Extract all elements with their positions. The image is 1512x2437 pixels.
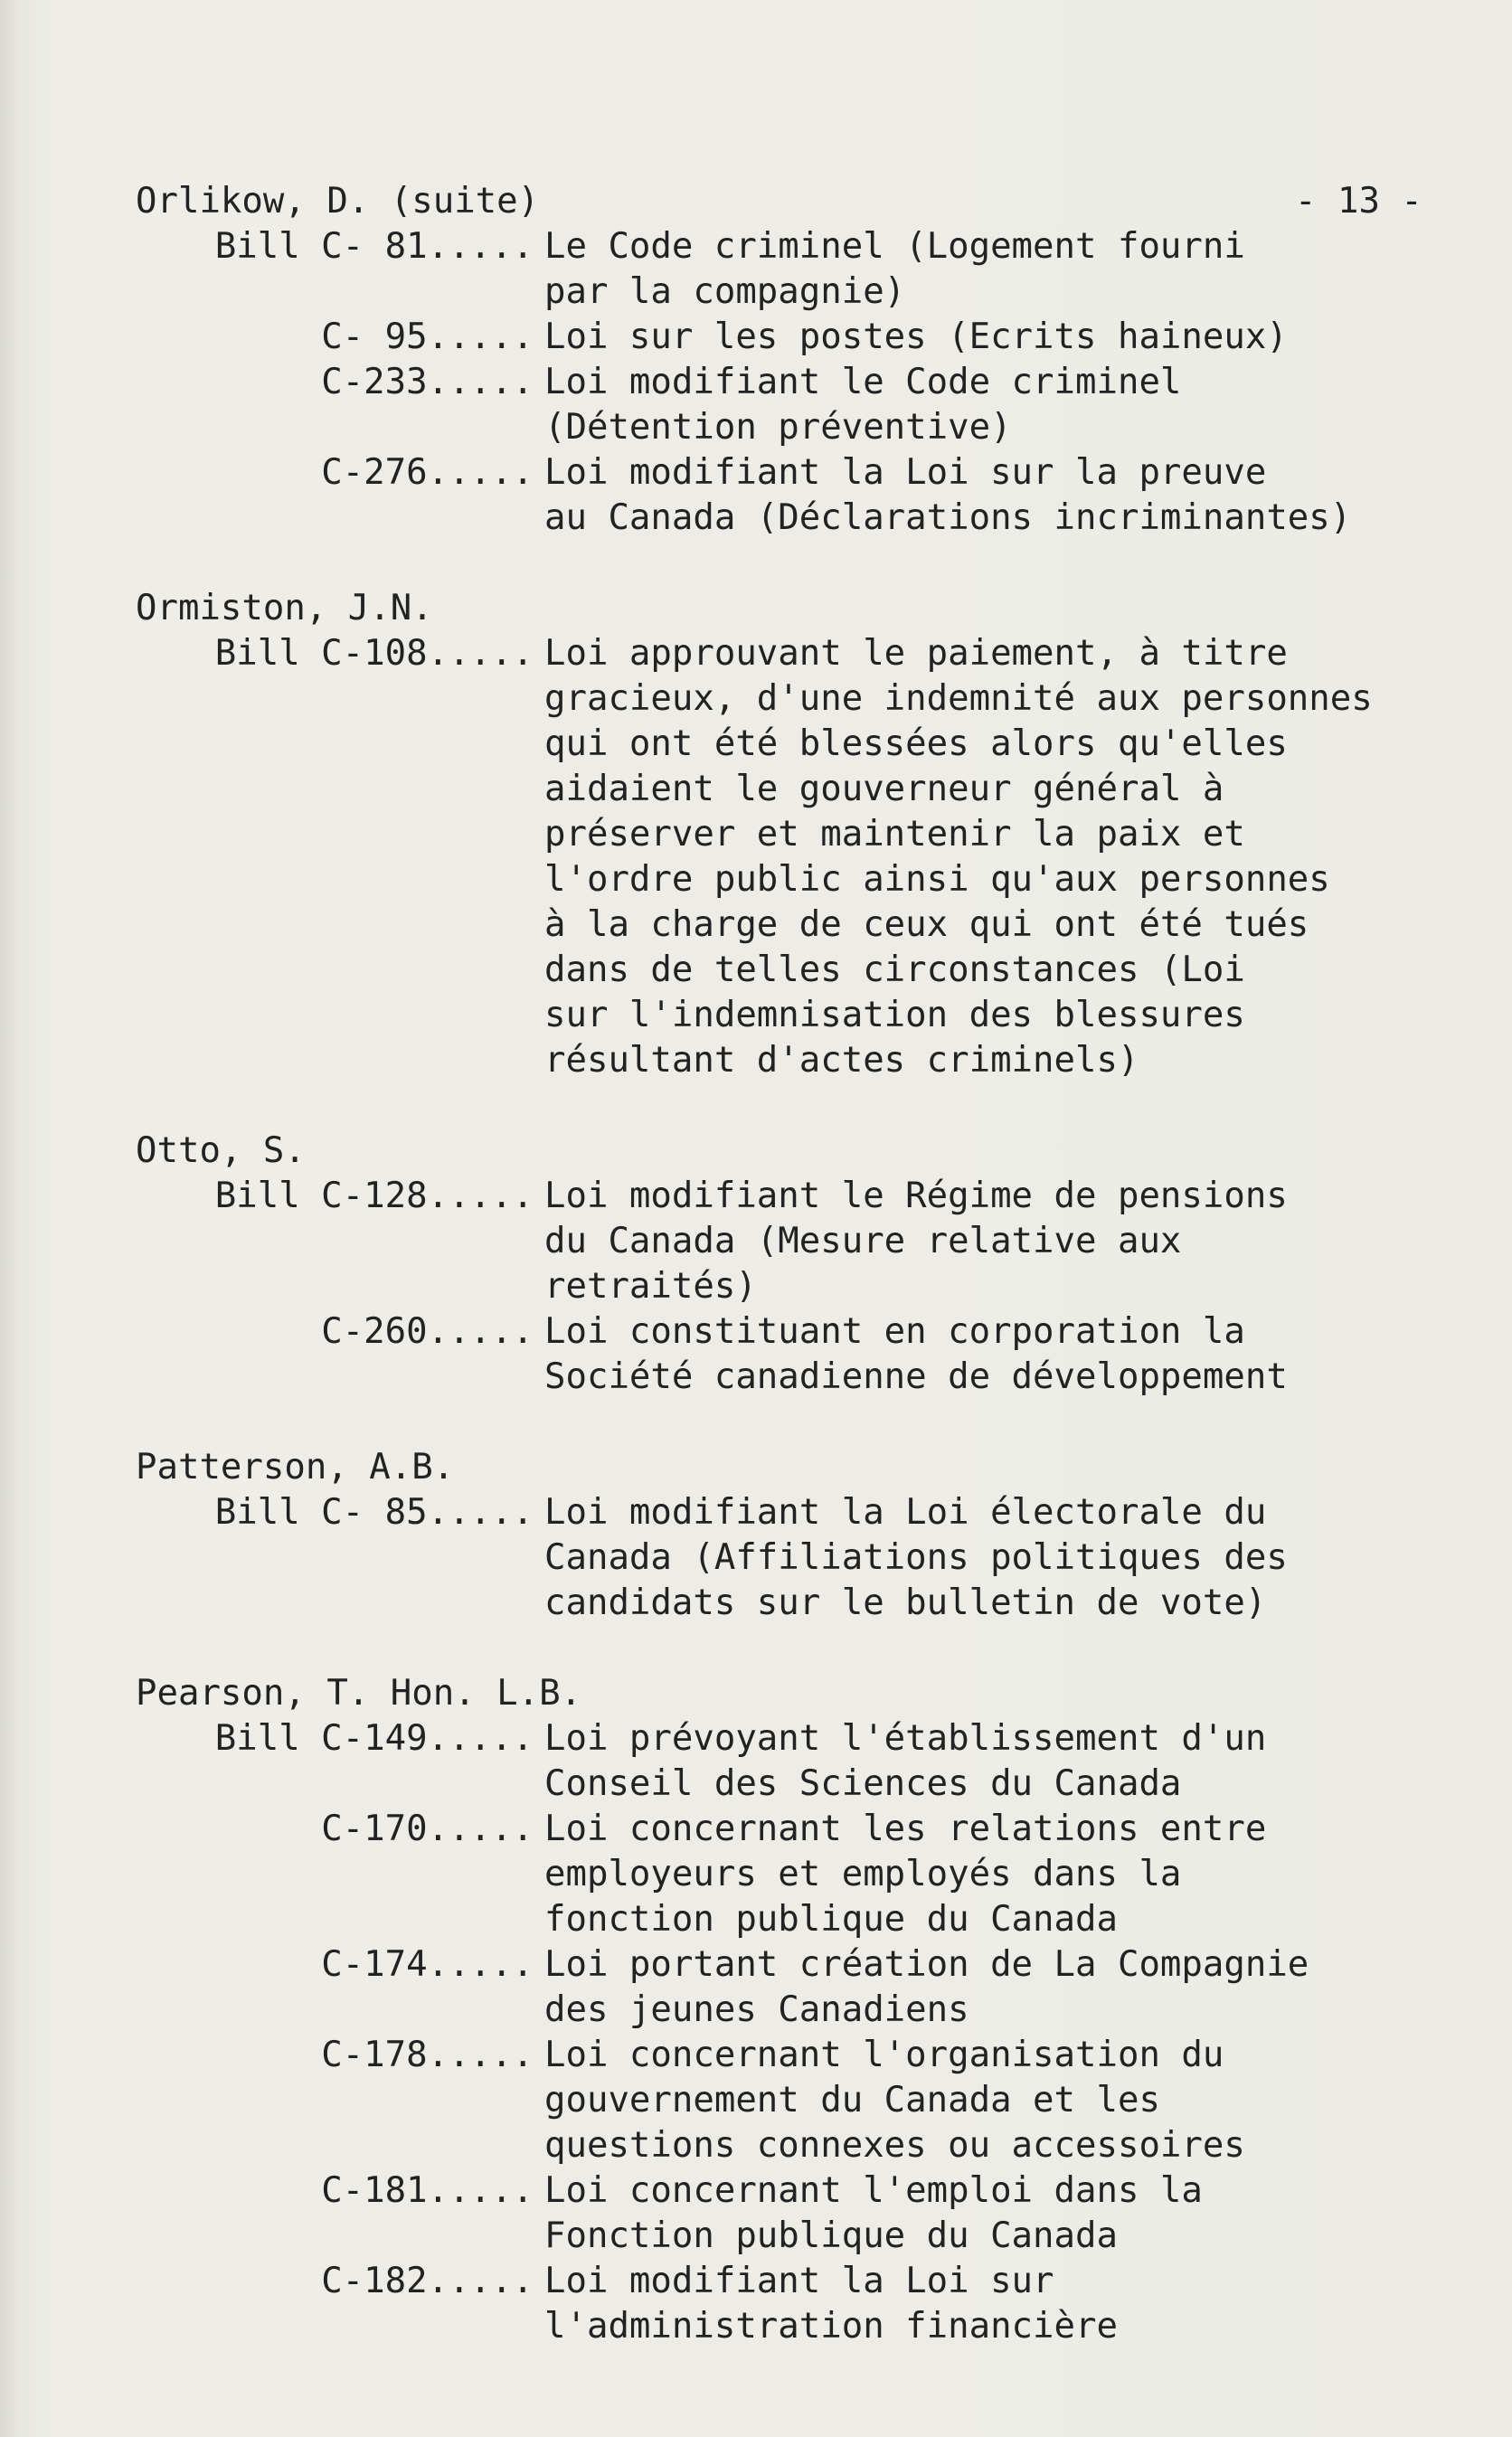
bill-number: Bill C-128 <box>214 1176 428 1216</box>
bill-title-line: gouvernement du Canada et les <box>544 2080 1160 2121</box>
bill-number: Bill C- 85 <box>214 1492 428 1533</box>
bill-number: C-260 <box>321 1311 428 1352</box>
bill-title-line: candidats sur le bulletin de vote) <box>544 1582 1267 1623</box>
bill-title-line: Société canadienne de développement <box>544 1356 1288 1397</box>
bill-number: C-170 <box>321 1809 428 1849</box>
bill-title-line: employeurs et employés dans la <box>544 1854 1182 1894</box>
bill-title-line: Loi approuvant le paiement, à titre <box>544 633 1288 674</box>
bill-number: C- 95 <box>321 316 428 357</box>
bill-title-line: questions connexes ou accessoires <box>544 2125 1245 2166</box>
page-number: - 13 - <box>1295 181 1422 222</box>
bill-title-line: du Canada (Mesure relative aux <box>544 1221 1182 1261</box>
member-name: Otto, S. <box>136 1130 306 1171</box>
bill-title-line: par la compagnie) <box>544 271 906 312</box>
document-page: - 13 - Orlikow, D. (suite) Bill C- 81..... Le Code criminel (Logement fourni par la compagnie) C- 95..... Loi sur les postes (Ecrits haineux) C-233..... Loi modifiant le Code criminel (Détention préventive) C-276..... Loi modifiant la Loi sur la preuve au Canada (Déclarations incriminantes) Ormiston, J.N. Bill C-108..... Loi approuvant le paiement, à titre gracieux, d'une indemnité aux personnes qui ont été blessées alors qu'elles aidaient le gouverneur général à préserver et maintenir la paix et l'ordre public ainsi qu'aux personnes à la charge de ceux qui ont été tués dans de telles circonstances (Loi sur l'indemnisation des blessures résultant d'actes criminels) Otto, S. Bill C-128..... Loi modifiant le Régime de pensions du Canada (Mesure relative aux retraités) C-260..... Loi constituant en corporation la Société canadienne de développement Patterson, A.B. Bill C- 85..... Loi modifiant la Loi électorale du Canada (Affiliations politiques des candidats sur le bulletin de vote) Pearson, T. Hon. L.B. Bill C-149..... Loi prévoyant l'établissement d'un Conseil des Sciences du Canada C-170..... Loi concernant les relations entre employeurs et employés dans la fonction publique du Canada C-174..... Loi portant création de La Compagnie des jeunes Canadiens C-178..... Loi concernant l'organisation du gouvernement du Canada et les questions connexes ou accessoires C-181..... Loi concernant l'emploi dans la Fonction publique du Canada C-182..... Loi modifiant la Loi sur l'administration financière <box>0 0 1512 2437</box>
bill-title-line: sur l'indemnisation des blessures <box>544 995 1245 1035</box>
bill-title-line: Loi modifiant la Loi électorale du <box>544 1492 1267 1533</box>
bill-title-line: au Canada (Déclarations incriminantes) <box>544 497 1352 538</box>
bill-number: C-181 <box>321 2170 428 2211</box>
bill-title-line: Loi prévoyant l'établissement d'un <box>544 1718 1267 1759</box>
bill-title-line: Loi modifiant la Loi sur la preuve <box>544 452 1267 493</box>
bill-number: Bill C-149 <box>214 1718 428 1759</box>
bill-title-line: Loi concernant l'emploi dans la <box>544 2170 1203 2211</box>
bill-number: C-276 <box>321 452 428 493</box>
bill-number: C-178 <box>321 2035 428 2075</box>
bill-title-line: à la charge de ceux qui ont été tués <box>544 904 1309 945</box>
bill-number: Bill C- 81 <box>214 226 428 267</box>
bill-title-line: Le Code criminel (Logement fourni <box>544 226 1245 267</box>
bill-title-line: Loi concernant les relations entre <box>544 1809 1267 1849</box>
bill-title-line: Loi modifiant le Code criminel <box>544 362 1182 402</box>
bill-title-line: Canada (Affiliations politiques des <box>544 1537 1288 1578</box>
bill-title-line: des jeunes Canadiens <box>544 1989 969 2030</box>
bill-title-line: gracieux, d'une indemnité aux personnes <box>544 678 1373 719</box>
member-name: Ormiston, J.N. <box>136 588 433 628</box>
bill-number: C-182 <box>321 2261 428 2301</box>
bill-title-line: Loi modifiant le Régime de pensions <box>544 1176 1288 1216</box>
bill-title-line: Fonction publique du Canada <box>544 2215 1118 2256</box>
bill-number: Bill C-108 <box>214 633 428 674</box>
bill-title-line: (Détention préventive) <box>544 407 1012 448</box>
bill-title-line: retraités) <box>544 1266 757 1307</box>
bill-title-line: qui ont été blessées alors qu'elles <box>544 723 1288 764</box>
bill-number: C-174 <box>321 1944 428 1985</box>
bill-title-line: fonction publique du Canada <box>544 1899 1118 1940</box>
bill-title-line: l'ordre public ainsi qu'aux personnes <box>544 859 1330 900</box>
bill-title-line: Loi sur les postes (Ecrits haineux) <box>544 316 1288 357</box>
bill-title-line: préserver et maintenir la paix et <box>544 814 1245 855</box>
bill-title-line: Loi portant création de La Compagnie <box>544 1944 1309 1985</box>
member-name: Patterson, A.B. <box>136 1447 455 1488</box>
bill-title-line: dans de telles circonstances (Loi <box>544 949 1245 990</box>
member-name: Pearson, T. Hon. L.B. <box>136 1673 582 1714</box>
bill-number: C-233 <box>321 362 428 402</box>
bill-title-line: Loi constituant en corporation la <box>544 1311 1245 1352</box>
bill-title-line: Conseil des Sciences du Canada <box>544 1763 1182 1804</box>
bill-title-line: Loi concernant l'organisation du <box>544 2035 1224 2075</box>
member-name: Orlikow, D. (suite) <box>136 181 540 222</box>
bill-title-line: l'administration financière <box>544 2306 1118 2347</box>
bill-title-line: Loi modifiant la Loi sur <box>544 2261 1054 2301</box>
bill-title-line: aidaient le gouverneur général à <box>544 769 1224 809</box>
bill-title-line: résultant d'actes criminels) <box>544 1040 1139 1081</box>
